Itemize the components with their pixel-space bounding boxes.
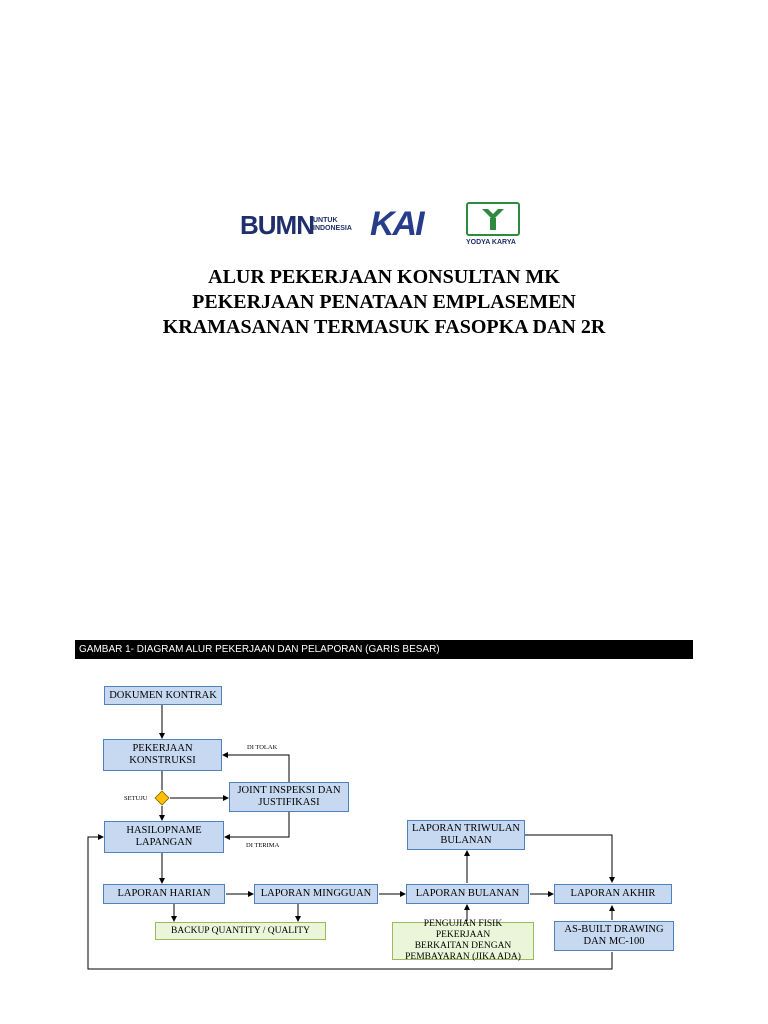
node-dokumen-kontrak: DOKUMEN KONTRAK bbox=[104, 686, 222, 705]
label-di-tolak: DI TOLAK bbox=[247, 744, 278, 751]
node-pekerjaan-konstruksi: PEKERJAAN KONSTRUKSI bbox=[103, 739, 222, 771]
title-line-2: PEKERJAAN PENATAAN EMPLASEMEN bbox=[192, 291, 576, 313]
title-line-3: KRAMASANAN TERMASUK FASOPKA DAN 2R bbox=[162, 316, 606, 338]
yodya-logo-text: YODYA KARYA bbox=[466, 239, 516, 246]
kai-logo-text: KAI bbox=[370, 205, 423, 243]
node-laporan-harian: LAPORAN HARIAN bbox=[103, 884, 225, 904]
node-laporan-mingguan: LAPORAN MINGGUAN bbox=[254, 884, 378, 904]
title-line-1: ALUR PEKERJAAN KONSULTAN MK bbox=[208, 266, 560, 288]
bumn-logo-text: BUMN bbox=[240, 210, 314, 240]
node-hasil-opname: HASILOPNAME LAPANGAN bbox=[104, 821, 224, 853]
node-joint-inspeksi: JOINT INSPEKSI DAN JUSTIFIKASI bbox=[229, 782, 349, 812]
label-di-terima: DI TERIMA bbox=[246, 842, 280, 849]
node-laporan-bulanan: LAPORAN BULANAN bbox=[406, 884, 529, 904]
decision-diamond bbox=[155, 791, 169, 805]
node-laporan-triwulan: LAPORAN TRIWULAN BULANAN bbox=[407, 820, 525, 850]
bumn-logo-subtext: UNTUK INDONESIA bbox=[313, 217, 352, 232]
label-setuju: SETUJU bbox=[124, 795, 148, 802]
node-as-built-drawing: AS-BUILT DRAWING DAN MC-100 bbox=[554, 921, 674, 951]
figure-caption: GAMBAR 1- DIAGRAM ALUR PEKERJAAN DAN PELAPORAN (GARIS BESAR) bbox=[75, 640, 693, 659]
node-backup-quantity: BACKUP QUANTITY / QUALITY bbox=[155, 922, 326, 940]
node-pengujian-fisik: PENGUJIAN FISIK PEKERJAAN BERKAITAN DENGAN PEMBAYARAN (JIKA ADA) bbox=[392, 922, 534, 960]
node-laporan-akhir: LAPORAN AKHIR bbox=[554, 884, 672, 904]
